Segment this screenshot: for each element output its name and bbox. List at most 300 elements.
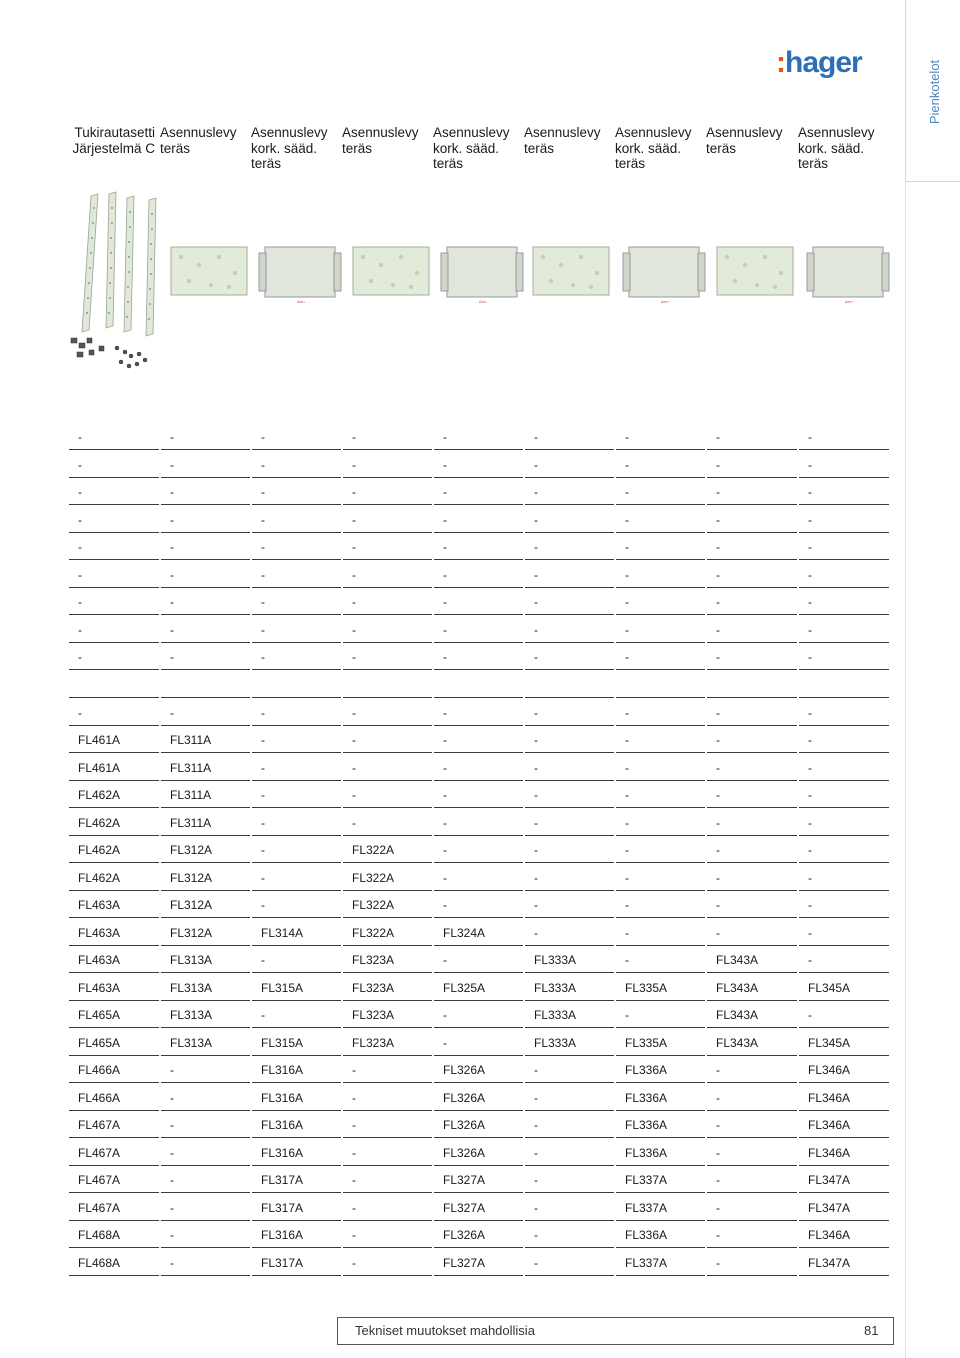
table-cell: - xyxy=(342,477,433,505)
table-cell: - xyxy=(524,1110,615,1138)
table-cell: - xyxy=(160,450,251,478)
table-cell: - xyxy=(160,1193,251,1221)
table-cell: - xyxy=(524,1220,615,1248)
table-cell: FL311A xyxy=(160,780,251,808)
table-cell: - xyxy=(251,753,342,781)
table-cell: FL322A xyxy=(342,835,433,863)
table-cell: FL462A xyxy=(69,835,160,863)
table-row xyxy=(69,863,890,891)
table-cell: - xyxy=(706,1083,798,1111)
table-cell: - xyxy=(798,532,890,560)
table-cell: FL317A xyxy=(251,1165,342,1193)
table-cell: - xyxy=(342,725,433,753)
table-cell: - xyxy=(160,615,251,643)
table-cell: - xyxy=(615,422,706,450)
table-cell: FL312A xyxy=(160,918,251,946)
table-cell: FL346A xyxy=(798,1110,890,1138)
table-cell: FL323A xyxy=(342,1000,433,1028)
table-cell: FL313A xyxy=(160,1000,251,1028)
table-cell: FL467A xyxy=(69,1193,160,1221)
table-cell: - xyxy=(251,808,342,836)
plate-adjustable-image-4 xyxy=(805,243,890,305)
table-cell: FL343A xyxy=(706,1028,798,1056)
table-cell: - xyxy=(798,890,890,918)
table-cell: - xyxy=(524,477,615,505)
table-row xyxy=(69,1028,890,1056)
table-cell: - xyxy=(342,532,433,560)
table-cell: FL312A xyxy=(160,863,251,891)
table-row xyxy=(69,615,890,643)
table-cell: - xyxy=(433,1028,524,1056)
table-cell: FL463A xyxy=(69,945,160,973)
table-cell: - xyxy=(524,642,615,670)
table-cell: - xyxy=(433,780,524,808)
table-cell: - xyxy=(160,422,251,450)
table-cell: FL326A xyxy=(433,1220,524,1248)
table-row xyxy=(69,780,890,808)
hager-logo: :hager xyxy=(776,46,862,79)
table-cell-empty xyxy=(251,670,342,698)
table-cell: - xyxy=(160,1220,251,1248)
table-cell: - xyxy=(706,1138,798,1166)
table-cell: FL346A xyxy=(798,1055,890,1083)
table-cell-empty xyxy=(615,670,706,698)
table-cell: - xyxy=(706,835,798,863)
table-cell-empty xyxy=(69,670,160,698)
table-cell: - xyxy=(524,1193,615,1221)
table-cell: - xyxy=(342,1110,433,1138)
table-cell: - xyxy=(706,532,798,560)
column-header: Asennuslevy teräs xyxy=(706,125,783,156)
table-cell: FL346A xyxy=(798,1138,890,1166)
table-row xyxy=(69,1083,890,1111)
table-cell: - xyxy=(706,587,798,615)
table-cell: - xyxy=(433,422,524,450)
table-cell: - xyxy=(524,753,615,781)
column-header: Asennuslevy teräs xyxy=(342,125,419,156)
table-cell: - xyxy=(615,835,706,863)
table-cell: - xyxy=(433,477,524,505)
table-cell: - xyxy=(615,505,706,533)
table-cell: - xyxy=(706,422,798,450)
table-cell: - xyxy=(798,863,890,891)
table-cell: - xyxy=(615,753,706,781)
svg-text:Arrn: Arrn xyxy=(661,299,669,304)
table-row xyxy=(69,532,890,560)
table-cell: - xyxy=(706,808,798,836)
table-cell: FL323A xyxy=(342,973,433,1001)
table-cell: - xyxy=(706,450,798,478)
table-cell: - xyxy=(524,505,615,533)
table-cell: - xyxy=(251,890,342,918)
table-cell: - xyxy=(433,863,524,891)
table-row xyxy=(69,1110,890,1138)
table-cell: FL467A xyxy=(69,1138,160,1166)
table-cell: - xyxy=(160,532,251,560)
table-cell: - xyxy=(706,560,798,588)
table-cell: FL345A xyxy=(798,1028,890,1056)
table-cell: - xyxy=(251,450,342,478)
side-strip xyxy=(905,182,906,1358)
table-cell: - xyxy=(342,1220,433,1248)
table-cell: - xyxy=(615,808,706,836)
table-row xyxy=(69,753,890,781)
table-cell: - xyxy=(798,918,890,946)
table-cell: FL343A xyxy=(706,1000,798,1028)
table-cell: - xyxy=(433,698,524,726)
table-cell: FL315A xyxy=(251,973,342,1001)
table-cell: - xyxy=(342,615,433,643)
table-cell: - xyxy=(615,477,706,505)
table-cell: - xyxy=(615,945,706,973)
table-cell: - xyxy=(69,615,160,643)
table-cell: - xyxy=(798,560,890,588)
table-row xyxy=(69,725,890,753)
table-cell: FL327A xyxy=(433,1248,524,1276)
table-cell: FL316A xyxy=(251,1083,342,1111)
plate-adjustable-image-2 xyxy=(439,243,524,305)
table-cell: FL347A xyxy=(798,1193,890,1221)
table-row xyxy=(69,477,890,505)
svg-text:Arrn: Arrn xyxy=(479,299,487,304)
table-cell: FL312A xyxy=(160,835,251,863)
table-cell: - xyxy=(798,725,890,753)
table-cell: FL335A xyxy=(615,1028,706,1056)
table-cell: - xyxy=(615,725,706,753)
side-tab-label: Pienkotelot xyxy=(927,59,942,125)
table-cell: FL311A xyxy=(160,725,251,753)
table-cell: FL311A xyxy=(160,753,251,781)
table-cell: - xyxy=(342,560,433,588)
table-cell: - xyxy=(706,1110,798,1138)
table-cell: - xyxy=(706,1193,798,1221)
table-cell: FL313A xyxy=(160,1028,251,1056)
table-cell: - xyxy=(706,1165,798,1193)
table-cell: FL317A xyxy=(251,1248,342,1276)
table-cell: FL462A xyxy=(69,863,160,891)
table-cell: - xyxy=(615,698,706,726)
table-row xyxy=(69,808,890,836)
table-cell: FL461A xyxy=(69,753,160,781)
table-cell: FL345A xyxy=(798,973,890,1001)
table-row xyxy=(69,587,890,615)
table-cell: FL316A xyxy=(251,1055,342,1083)
table-cell: - xyxy=(615,587,706,615)
table-cell: - xyxy=(342,780,433,808)
table-cell: FL337A xyxy=(615,1165,706,1193)
table-cell: FL327A xyxy=(433,1193,524,1221)
table-cell: - xyxy=(69,587,160,615)
table-row xyxy=(69,945,890,973)
table-cell: FL343A xyxy=(706,945,798,973)
column-header: Asennuslevy kork. sääd. teräs xyxy=(615,125,692,171)
table-cell: - xyxy=(433,505,524,533)
table-cell: - xyxy=(251,835,342,863)
table-cell: FL462A xyxy=(69,808,160,836)
table-cell: FL468A xyxy=(69,1220,160,1248)
table-cell: - xyxy=(160,560,251,588)
table-cell: - xyxy=(342,1165,433,1193)
table-cell: - xyxy=(160,587,251,615)
table-row xyxy=(69,450,890,478)
table-cell: - xyxy=(524,560,615,588)
table-cell: FL316A xyxy=(251,1110,342,1138)
column-header: Tukirautasetti Järjestelmä C xyxy=(72,125,155,156)
table-cell: - xyxy=(706,918,798,946)
table-cell: FL314A xyxy=(251,918,342,946)
table-cell: FL326A xyxy=(433,1083,524,1111)
table-cell: - xyxy=(798,780,890,808)
table-cell: FL333A xyxy=(524,945,615,973)
table-cell: - xyxy=(251,725,342,753)
table-cell: - xyxy=(251,587,342,615)
table-cell: - xyxy=(251,945,342,973)
table-cell: - xyxy=(342,1083,433,1111)
table-cell: FL333A xyxy=(524,973,615,1001)
svg-text:Arrn: Arrn xyxy=(297,299,305,304)
table-cell: - xyxy=(615,890,706,918)
table-cell: - xyxy=(524,890,615,918)
table-cell: - xyxy=(433,560,524,588)
table-cell: - xyxy=(524,587,615,615)
table-cell: FL323A xyxy=(342,945,433,973)
table-cell: - xyxy=(251,780,342,808)
table-cell: FL461A xyxy=(69,725,160,753)
table-cell: FL317A xyxy=(251,1193,342,1221)
product-images xyxy=(69,188,899,388)
table-cell: - xyxy=(798,753,890,781)
compatibility-table xyxy=(69,422,891,1276)
table-cell: - xyxy=(524,1055,615,1083)
table-cell: - xyxy=(706,1248,798,1276)
table-cell: FL466A xyxy=(69,1083,160,1111)
table-spacer-row xyxy=(69,670,890,698)
plate-adjustable-image-1 xyxy=(257,243,342,305)
table-cell: - xyxy=(433,890,524,918)
table-cell: - xyxy=(251,615,342,643)
table-cell: - xyxy=(615,560,706,588)
table-cell: - xyxy=(706,780,798,808)
table-cell: - xyxy=(160,505,251,533)
table-cell: FL335A xyxy=(615,973,706,1001)
table-cell: - xyxy=(524,835,615,863)
column-header: Asennuslevy kork. sääd. teräs xyxy=(433,125,510,171)
table-cell-empty xyxy=(342,670,433,698)
table-cell: FL322A xyxy=(342,890,433,918)
footer-note: Tekniset muutokset mahdollisia xyxy=(355,1323,535,1338)
table-cell: - xyxy=(251,505,342,533)
table-cell: FL327A xyxy=(433,1165,524,1193)
table-cell: - xyxy=(798,835,890,863)
table-cell: - xyxy=(342,698,433,726)
table-cell: - xyxy=(69,698,160,726)
table-row xyxy=(69,973,890,1001)
table-cell: FL312A xyxy=(160,890,251,918)
table-cell: - xyxy=(798,615,890,643)
table-cell: - xyxy=(433,835,524,863)
table-cell: - xyxy=(706,642,798,670)
table-row xyxy=(69,1220,890,1248)
table-cell: FL336A xyxy=(615,1138,706,1166)
table-row xyxy=(69,642,890,670)
table-cell-empty xyxy=(706,670,798,698)
table-cell: - xyxy=(706,615,798,643)
table-cell: - xyxy=(706,753,798,781)
table-row xyxy=(69,890,890,918)
table-row xyxy=(69,1165,890,1193)
table-row xyxy=(69,1193,890,1221)
plate-adjustable-image-3 xyxy=(621,243,706,305)
support-rail-set-image xyxy=(69,188,164,383)
table-cell: - xyxy=(524,1165,615,1193)
table-cell: FL347A xyxy=(798,1248,890,1276)
table-cell: - xyxy=(706,890,798,918)
table-cell: - xyxy=(160,1138,251,1166)
table-cell: - xyxy=(342,587,433,615)
table-cell: FL313A xyxy=(160,945,251,973)
table-cell: - xyxy=(342,450,433,478)
table-cell: FL347A xyxy=(798,1165,890,1193)
page-number: 81 xyxy=(864,1323,879,1338)
table-cell: - xyxy=(706,1055,798,1083)
table-cell: - xyxy=(160,1248,251,1276)
table-cell: FL326A xyxy=(433,1138,524,1166)
table-cell: - xyxy=(433,1000,524,1028)
table-cell: FL322A xyxy=(342,918,433,946)
table-cell: - xyxy=(706,477,798,505)
table-cell: - xyxy=(524,615,615,643)
table-cell: - xyxy=(524,698,615,726)
table-cell: - xyxy=(433,753,524,781)
plate-steel-image-1 xyxy=(169,243,249,299)
table-cell: - xyxy=(251,1000,342,1028)
table-cell: - xyxy=(251,477,342,505)
table-cell: - xyxy=(798,450,890,478)
table-cell: - xyxy=(433,587,524,615)
table-cell: - xyxy=(160,1165,251,1193)
table-cell: - xyxy=(524,863,615,891)
table-cell: - xyxy=(342,1055,433,1083)
table-cell: - xyxy=(69,422,160,450)
table-cell: FL336A xyxy=(615,1083,706,1111)
table-cell: - xyxy=(160,477,251,505)
table-row xyxy=(69,918,890,946)
table-cell: - xyxy=(615,642,706,670)
table-cell: FL468A xyxy=(69,1248,160,1276)
table-cell: FL346A xyxy=(798,1083,890,1111)
table-row xyxy=(69,1000,890,1028)
table-cell: - xyxy=(251,642,342,670)
table-cell: - xyxy=(798,808,890,836)
table-cell: - xyxy=(615,450,706,478)
table-cell: - xyxy=(342,505,433,533)
table-row xyxy=(69,835,890,863)
table-cell: FL463A xyxy=(69,973,160,1001)
table-cell: - xyxy=(342,753,433,781)
table-cell: - xyxy=(69,532,160,560)
table-cell: FL333A xyxy=(524,1028,615,1056)
table-cell: - xyxy=(342,422,433,450)
table-cell: - xyxy=(524,918,615,946)
table-cell: - xyxy=(524,532,615,560)
table-cell: - xyxy=(798,587,890,615)
table-cell: - xyxy=(524,725,615,753)
table-cell: FL466A xyxy=(69,1055,160,1083)
table-cell: - xyxy=(798,1000,890,1028)
table-cell: - xyxy=(524,450,615,478)
table-row xyxy=(69,1055,890,1083)
table-cell: - xyxy=(433,725,524,753)
table-cell: FL463A xyxy=(69,890,160,918)
table-cell: FL326A xyxy=(433,1110,524,1138)
table-cell: - xyxy=(798,422,890,450)
table-cell: - xyxy=(251,422,342,450)
table-cell: - xyxy=(160,642,251,670)
table-cell-empty xyxy=(524,670,615,698)
table-cell: - xyxy=(615,615,706,643)
column-header: Asennuslevy kork. sääd. teräs xyxy=(798,125,875,171)
table-cell: - xyxy=(524,422,615,450)
table-cell: FL315A xyxy=(251,1028,342,1056)
table-cell: - xyxy=(615,532,706,560)
table-cell: FL462A xyxy=(69,780,160,808)
table-cell: - xyxy=(798,642,890,670)
table-cell: FL311A xyxy=(160,808,251,836)
table-cell: - xyxy=(433,532,524,560)
column-header: Asennuslevy teräs xyxy=(524,125,601,156)
plate-steel-image-4 xyxy=(715,243,795,299)
table-cell: FL465A xyxy=(69,1000,160,1028)
table-row xyxy=(69,1248,890,1276)
table-cell: - xyxy=(251,863,342,891)
table-cell: - xyxy=(615,780,706,808)
table-cell: - xyxy=(524,1083,615,1111)
table-cell: FL313A xyxy=(160,973,251,1001)
table-cell: FL316A xyxy=(251,1220,342,1248)
table-cell: FL333A xyxy=(524,1000,615,1028)
table-cell: - xyxy=(433,945,524,973)
table-cell: FL346A xyxy=(798,1220,890,1248)
table-cell: - xyxy=(706,1220,798,1248)
table-cell: - xyxy=(524,780,615,808)
table-cell: FL322A xyxy=(342,863,433,891)
table-cell: FL316A xyxy=(251,1138,342,1166)
table-cell: - xyxy=(798,698,890,726)
table-cell: - xyxy=(160,1055,251,1083)
table-cell: - xyxy=(706,863,798,891)
table-cell: - xyxy=(69,560,160,588)
table-cell: - xyxy=(433,615,524,643)
table-cell: FL336A xyxy=(615,1055,706,1083)
column-header: Asennuslevy kork. sääd. teräs xyxy=(251,125,328,171)
table-cell-empty xyxy=(160,670,251,698)
table-cell: FL337A xyxy=(615,1193,706,1221)
table-cell: - xyxy=(524,808,615,836)
column-header: Asennuslevy teräs xyxy=(160,125,237,156)
table-cell: FL324A xyxy=(433,918,524,946)
table-cell: FL336A xyxy=(615,1220,706,1248)
table-row xyxy=(69,505,890,533)
table-cell: FL336A xyxy=(615,1110,706,1138)
table-cell: - xyxy=(342,642,433,670)
table-cell: - xyxy=(615,918,706,946)
table-cell: FL467A xyxy=(69,1110,160,1138)
table-cell: FL337A xyxy=(615,1248,706,1276)
table-cell: - xyxy=(251,532,342,560)
table-cell: - xyxy=(160,1110,251,1138)
table-cell: - xyxy=(524,1248,615,1276)
table-cell: - xyxy=(706,698,798,726)
